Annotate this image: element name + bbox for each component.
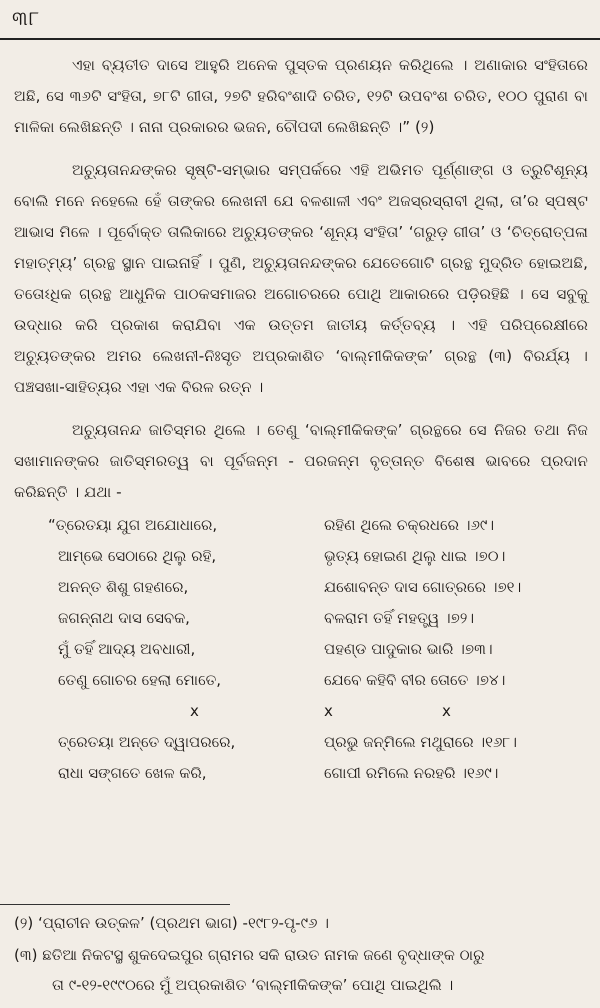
ellipsis-separator: [14, 696, 588, 727]
footnote-3: [14, 940, 590, 1000]
paragraph-1: ଏହା ବ୍ୟତୀତ ଦାସେ ଆହୁରି ଅନେକ ପୁସ୍ତକ ପ୍ରଣୟନ କରିଥିଲେ । ଅଣାକାର ସଂହିତାରେ ଅଛି, ସେ ୩୬ଟି ସଂହିତା, ୭୮ଟି ଗୀତା, ୨୭ଟି ହରିବଂଶାଦି ଚରିତ, ୧୨ଟି ଉପବଂଶ ଚରିତ, ୧୦୦ ପୁରାଣ ବା ମାଳିକା ଲେଖିଛନ୍ତି । ନାନା ପ୍ରକାରର ଭଜନ, ଚୌପଦୀ ଲେଖିଛନ୍ତି ।” (୨): [14, 56, 588, 136]
separator-mark: x: [442, 702, 451, 720]
verse-right: ପହଣ୍ଡ ପାଦୁକାର ଭାରି ।୭୩।: [324, 640, 493, 658]
page-number: ୩୮: [12, 6, 41, 30]
separator-mark: x: [190, 702, 199, 720]
separator-mark: x: [324, 702, 333, 720]
verse-right: ଯେବେ କହିବି ବୀର ତୋତେ ।୭୪।: [324, 671, 506, 689]
footnote-text: (୨) ‘ପ୍ରାଚୀନ ଉତ୍କଳ’ (ପ୍ରଥମ ଭାଗ) -୧୯୮୨-ପୃ-୯୬ ।: [14, 914, 329, 932]
verse-left: ଜଗନ୍ନାଥ ଦାସ ସେବକ,: [58, 609, 190, 627]
verse-right: ରହିଣ ଥିଲେ ଚକ୍ରଧରେ ।୬୯।: [324, 516, 495, 534]
verse-line: [14, 541, 588, 572]
verse-line: [14, 572, 588, 603]
verse-left: ଆମ୍ଭେ ସେଠାରେ ଥିଲୁ ରହି,: [58, 547, 217, 565]
verse-block: [14, 510, 588, 789]
verse-left: ମୁଁ ତହିଁ ଆଦ୍ୟ ଅବଧାରୀ,: [58, 640, 196, 658]
footnote-text-cont: ତା ୯-୧୨-୧୯୯୦ରେ ମୁଁ ଅପ୍ରକାଶିତ ‘ବାଲ୍ମୀକିକଙ୍କ’ ପୋଥି ପାଇଥିଲି ।: [52, 976, 454, 994]
verse-left: ତେଣୁ ଗୋଚର ହେଲା ମୋତେ,: [58, 671, 222, 689]
verse-right: ଯଶୋବନ୍ତ ଦାସ ଗୋତ୍ରରେ ।୭୧।: [324, 578, 522, 596]
header-rule: [0, 38, 600, 40]
verse-left: ଅନନ୍ତ ଶିଶୁ ଗହଣରେ,: [58, 578, 189, 596]
body-text: [14, 50, 588, 789]
verse-right: ଗୋପୀ ରମିଲେ ନରହରି ।୧୬୯।: [324, 764, 499, 782]
paragraph-2: ଅଚ୍ୟୁତାନନ୍ଦଙ୍କର ସୃଷ୍ଟି-ସମ୍ଭାର ସମ୍ପର୍କରେ ଏହି ଅଭିମତ ପୂର୍ଣ୍ଣାଙ୍ଗ ଓ ତ୍ରୁଟିଶୂନ୍ୟ ବୋଲି ମନେ ନହେଲେ ହେଁ ତାଙ୍କର ଲେଖନୀ ଯେ ବଳଶାଳୀ ଏବଂ ଅଜସ୍ରସ୍ରାବୀ ଥିଲା, ତା’ର ସ୍ପଷ୍ଟ ଆଭାସ ମିଳେ । ପୂର୍ବୋକ୍ତ ତାଲିକାରେ ଅଚ୍ୟୁତଙ୍କର ‘ଶୂନ୍ୟ ସଂହିତା’ ‘ଗରୁଡ଼ ଗୀତା’ ଓ ‘ଚିତ୍ରୋତ୍ପଳା ମହାତ୍ମ୍ୟ’ ଗ୍ରନ୍ଥ ସ୍ଥାନ ପାଇନାହିଁ । ପୁଣି, ଅଚ୍ୟୁତାନନ୍ଦଙ୍କର ଯେତେଗୋଟି ଗ୍ରନ୍ଥ ମୁଦ୍ରିତ ହୋଇଅଛି, ତତୋଽଧିକ ଗ୍ରନ୍ଥ ଆଧୁନିକ ପାଠକସମାଜର ଅଗୋଚରରେ ପୋଥି ଆକାରରେ ପଡ଼ିରହିଛି । ସେ ସବୁକୁ ଉଦ୍ଧାର କରି ପ୍ରକାଶ କରାଯିବା ଏକ ଉତ୍ତମ ଜାତୀୟ କର୍ତ୍ତବ୍ୟ । ଏହି ପରିପ୍ରେକ୍ଷୀରେ ଅଚ୍ୟୁତଙ୍କର ଅମର ଲେଖନୀ-ନିଃସୃତ ଅପ୍ରକାଶିତ ‘ବାଲ୍ମୀକିକଙ୍କ’ ଗ୍ରନ୍ଥ (୩) ବିରର୍ଯ୍ୟ । ପଞ୍ଚସଖା-ସାହିତ୍ୟର ଏହା ଏକ ବିରଳ ରତ୍ନ ।: [14, 161, 588, 396]
verse-left: ତ୍ରେତୟା ଅନ୍ତେ ଦ୍ୱାପରରେ,: [58, 733, 236, 751]
verse-line: [14, 510, 588, 541]
verse-right: ଭୃତ୍ୟ ହୋଇଣ ଥିଲୁ ଧାଇ ।୭୦।: [324, 547, 506, 565]
verse-line: [14, 603, 588, 634]
verse-line: [14, 758, 588, 789]
verse-left: ରାଧା ସଙ୍ଗତେ ଖେଳ କରି,: [58, 764, 207, 782]
footnote-rule: [0, 904, 230, 905]
verse-left: “ତ୍ରେତୟା ଯୁଗ ଅଯୋଧାରେ,: [48, 516, 218, 534]
footnote-2: [14, 908, 590, 938]
footnote-text: (୩) ଛତିଆ ନିକଟସ୍ଥ ଶୁକଦେଇପୁର ଗ୍ରାମର ସକି ରାଉତ ନାମକ ଜଣେ ବୃଦ୍ଧାଙ୍କ ଠାରୁ: [14, 946, 485, 964]
verse-right: ପ୍ରଭୁ ଜନ୍ମିଲେ ମଥୁରାରେ ।୧୬୮।: [324, 733, 518, 751]
paragraph-3: ଅଚ୍ୟୁତାନନ୍ଦ ଜାତିସ୍ମର ଥିଲେ । ତେଣୁ ‘ବାଲ୍ମୀକିକଙ୍କ’ ଗ୍ରନ୍ଥରେ ସେ ନିଜର ତଥା ନିଜ ସଖାମାନଙ୍କର ଜାତିସ୍ମରତ୍ୱ ବା ପୂର୍ବଜନ୍ମ - ପରଜନ୍ମ ବୃତ୍ତାନ୍ତ ବିଶେଷ ଭାବରେ ପ୍ରଦାନ କରିଛନ୍ତି । ଯଥା -: [14, 421, 588, 501]
verse-line: [14, 634, 588, 665]
verse-line: [14, 665, 588, 696]
verse-line: [14, 727, 588, 758]
verse-right: ବଳରାମ ତହିଁ ମହତ୍ତ୍ୱ ।୭୨।: [324, 609, 475, 627]
